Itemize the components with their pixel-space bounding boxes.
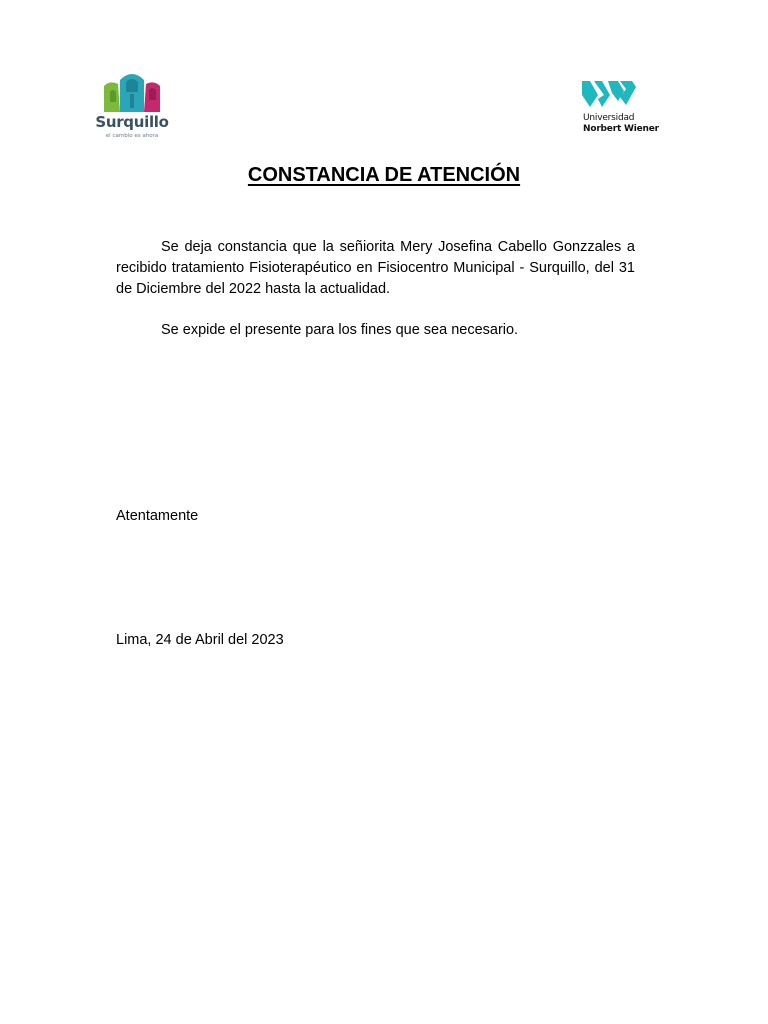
surquillo-logo: [90, 72, 174, 142]
university-name: Norbert Wiener: [583, 124, 659, 134]
certificate-paragraph: Se deja constancia que la señiorita Mery Josefina Cabello Gonzzales a recibido tratamiento Fisioterapéutico en Fisiocentro Municipal - Surquillo, del 31 de Diciembre del 2022 hasta la actualidad.: [116, 239, 635, 297]
university-label: Universidad: [583, 113, 635, 123]
date-line: Lima, 24 de Abril del 2023: [116, 632, 284, 648]
surquillo-tagline: el cambio es ahora: [105, 133, 159, 139]
norbert-wiener-logo: [582, 79, 672, 139]
closing-salutation: Atentamente: [116, 508, 199, 524]
surquillo-emblem-icon: [90, 72, 174, 114]
purpose-paragraph: Se expide el presente para los fines que sea necesario.: [161, 322, 519, 338]
document-title: CONSTANCIA DE ATENCIÓN: [247, 164, 521, 186]
surquillo-brand-name: Surquillo: [95, 113, 169, 131]
norbert-wiener-mark-icon: [582, 79, 638, 109]
